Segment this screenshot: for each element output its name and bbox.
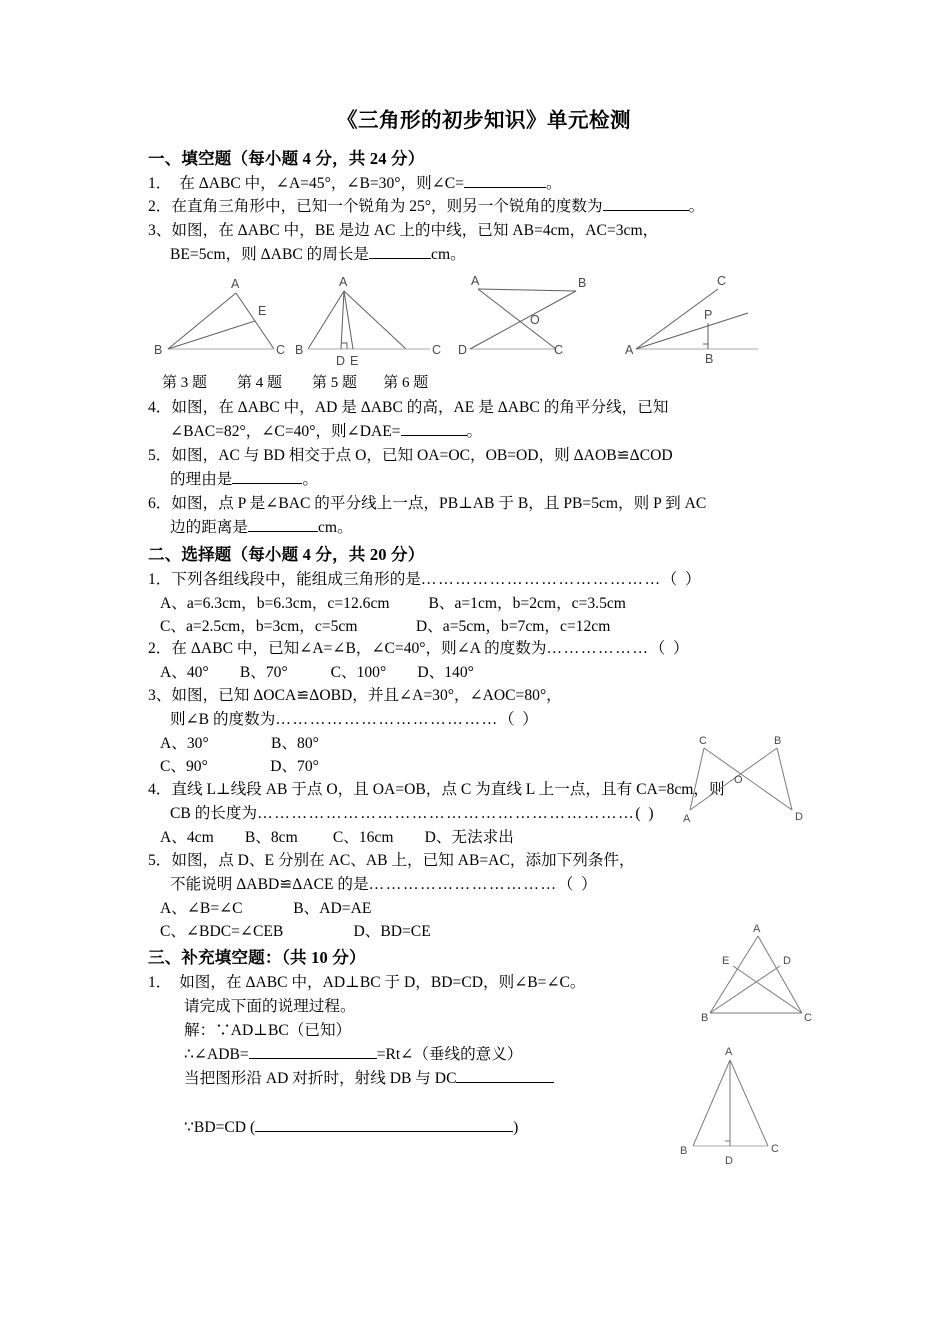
s3-q1-l4-before: ∴∠ADB=: [184, 1046, 249, 1064]
fig6-label-p: P: [704, 308, 713, 323]
s1-q6-num: 6．: [148, 494, 172, 512]
answer-blank[interactable]: [369, 258, 431, 259]
s1-question-3-line1: [148, 220, 820, 243]
s2-q3-options-line2[interactable]: C、90° D、70°: [160, 758, 319, 776]
caption-fig5: 第 5 题: [312, 375, 358, 392]
figure-4: [295, 275, 441, 368]
fig5-label-d: D: [458, 343, 468, 358]
s1-q5-num: 5．: [148, 447, 172, 465]
s1-question-2: [148, 196, 820, 219]
s2-question-5-line1: [148, 850, 820, 873]
s1-q6-text2: 边的距离是: [170, 518, 248, 536]
s1-question-1: [148, 173, 820, 196]
s1-q3-text: 如图，在 ΔABC 中，BE 是边 AC 上的中线，已知 AB=4cm，AC=3cm，: [171, 222, 659, 240]
s1-question-4-line1: [148, 397, 820, 420]
answer-blank[interactable]: [603, 210, 689, 211]
page-title: 《三角形的初步知识》单元检测: [337, 110, 631, 132]
figf1-label-a: A: [725, 1046, 733, 1058]
s2-q4-options-line1[interactable]: A、4cm B、8cm C、16cm D、无法求出: [160, 828, 514, 846]
s2-q2-text: 在 ΔABC 中，已知∠A=∠B，∠C=40°，则∠A 的度数为: [171, 640, 547, 658]
figure-3: [154, 277, 285, 357]
s2-q4-text: 直线 L⊥线段 AB 于点 O，且 OA=OB，点 C 为直线 L 上一点，且有 CA=8cm，则: [171, 781, 725, 798]
s2-q5-num: 5．: [148, 851, 172, 869]
section-3-heading: 三、补充填空题：（共 10 分）: [148, 948, 366, 968]
s1-q4-num: 4．: [148, 399, 172, 417]
s3-question-1-line2: 请完成下面的说理过程。: [184, 998, 356, 1016]
answer-blank[interactable]: [249, 1058, 377, 1059]
s2-q1-options-line2[interactable]: C、a=2.5cm，b=3cm，c=5cm D、a=5cm，b=7cm，c=12cm: [160, 617, 611, 635]
s2-q3-options-line1[interactable]: A、30° B、80°: [160, 735, 319, 753]
fig5-label-o: O: [530, 313, 540, 328]
s1-question-5-line1: [148, 445, 820, 468]
figures-svg: [148, 271, 820, 371]
s1-q3-text2: BE=5cm，则 ΔABC 的周长是: [170, 246, 370, 264]
figc5-label-a: A: [753, 923, 761, 935]
figure-captions: [148, 373, 820, 394]
fig5-label-a: A: [471, 274, 480, 289]
s1-q3-tail: cm。: [431, 246, 466, 264]
figure-row-3456: [148, 271, 820, 371]
s1-q3-num: 3、: [148, 222, 172, 240]
s3-q1-l6-after: ): [513, 1118, 519, 1136]
s2-q5-options-line1[interactable]: A、∠B=∠C B、AD=AE: [160, 899, 372, 917]
s2-q1-text: 下列各组线段中，能组成三角形的是: [171, 570, 421, 588]
answer-blank[interactable]: [248, 531, 318, 532]
s2-q1-paren[interactable]: （ ）: [661, 570, 701, 588]
figc5-label-e: E: [722, 955, 730, 967]
leader-dots: ………………: [546, 640, 650, 658]
s2-question-1-stem: [148, 569, 820, 592]
s1-q5-tail: 。: [302, 471, 318, 489]
s1-question-6-line1: [148, 493, 820, 516]
caption-fig6: 第 6 题: [383, 375, 429, 392]
figure-choice-5: [700, 918, 830, 1028]
s3-question-1-line3: 解：∵AD⊥BC（已知）: [184, 1022, 352, 1040]
s1-question-5-line2: [148, 469, 820, 492]
figf1-label-c: C: [771, 1143, 779, 1155]
s2-q5-paren[interactable]: （ ）: [557, 875, 597, 893]
s1-q6-text: 如图，点 P 是∠BAC 的平分线上一点，PB⊥AB 于 B，且 PB=5cm，则 P 到 AC: [171, 494, 707, 512]
s2-question-2-stem: [148, 638, 820, 661]
s1-q2-text: 在直角三角形中，已知一个锐角为 25°，则另一个锐角的度数为: [171, 198, 603, 216]
answer-blank[interactable]: [255, 1131, 513, 1132]
answer-blank[interactable]: [456, 1082, 554, 1083]
fig4-label-e: E: [350, 354, 359, 369]
s3-q1-l6-before: ∵BD=CD (: [184, 1118, 256, 1136]
s3-q1-l4-after: =Rt∠（垂线的意义）: [376, 1046, 523, 1064]
s2-q3-text: 如图，已知 ΔOCA≌ΔOBD，并且∠A=30°，∠AOC=80°，: [171, 687, 562, 705]
fig4-label-b: B: [295, 343, 304, 358]
s3-q1-l5-before: 当把图形沿 AD 对折时，射线 DB 与 DC: [184, 1070, 457, 1088]
s2-q3-text2: 则∠B 的度数为: [170, 711, 276, 729]
s2-q5-options-line2[interactable]: C、∠BDC=∠CEB D、BD=CE: [160, 922, 431, 940]
s1-q1-tail: 。: [545, 174, 562, 192]
figure-6: [625, 274, 758, 366]
s2-q3-num: 3、: [148, 687, 172, 705]
s2-question-3-line2: [148, 709, 820, 732]
s2-q2-paren[interactable]: （ ）: [649, 640, 689, 658]
figure-5: [458, 274, 586, 357]
s2-question-3-line1: [148, 685, 820, 708]
s1-q4-text2: ∠BAC=82°，∠C=40°，则∠DAE=: [170, 423, 401, 441]
s2-q4-paren[interactable]: ( ): [635, 804, 654, 822]
leader-dots: …………………………………………………………: [257, 804, 636, 822]
s2-q2-options-line1[interactable]: A、40° B、70° C、100° D、140°: [160, 664, 474, 682]
leader-dots: …………………………………: [275, 711, 499, 729]
s1-q4-text: 如图，在 ΔABC 中，AD 是 ΔABC 的高，AE 是 ΔABC 的角平分线，已知: [171, 399, 669, 417]
s1-q4-tail: 。: [466, 423, 483, 441]
s1-q2-num: 2．: [148, 198, 172, 216]
fig5-label-c: C: [554, 343, 564, 358]
figc5-label-d: D: [783, 955, 791, 967]
fig6-label-a: A: [625, 343, 634, 358]
fig3-label-c: C: [276, 343, 286, 358]
answer-blank[interactable]: [232, 483, 302, 484]
s1-question-4-line2: [148, 421, 820, 444]
s2-q3-paren[interactable]: （ ）: [498, 711, 538, 729]
caption-fig3: 第 3 题: [162, 375, 208, 392]
fig4-label-a: A: [339, 275, 348, 290]
s1-q5-text: 如图，AC 与 BD 相交于点 O，已知 OA=OC，OB=OD，则 ΔAOB≌ΔCOD: [171, 447, 673, 465]
section-1-heading: 一、填空题（每小题 4 分，共 24 分）: [148, 148, 425, 168]
figure-fill-1: [668, 1038, 828, 1173]
s2-q1-options-line1[interactable]: A、a=6.3cm，b=6.3cm，c=12.6cm B、a=1cm，b=2cm，c=3.5cm: [160, 594, 626, 612]
figc5-label-b: B: [701, 1012, 709, 1024]
fig3-label-a: A: [231, 277, 240, 292]
s1-q1-text: 在 ΔABC 中，∠A=45°，∠B=30°，则∠C=: [179, 174, 464, 192]
fig5-label-b: B: [578, 276, 587, 291]
figf1-label-b: B: [680, 1145, 688, 1157]
fig6-label-b: B: [705, 352, 714, 367]
figc3-label-o: O: [734, 774, 743, 786]
leader-dots: ……………………………: [368, 875, 558, 893]
s3-q1-text: 如图，在 ΔABC 中，AD⊥BC 于 D，BD=CD，则∠B=∠C。: [179, 974, 586, 992]
fig3-label-e: E: [258, 304, 267, 319]
figc3-label-d: D: [795, 811, 803, 823]
s2-q2-num: 2．: [148, 640, 172, 658]
s2-q5-text: 如图，点 D、E 分别在 AC、AB 上，已知 AB=AC，添加下列条件，: [171, 851, 635, 869]
answer-blank[interactable]: [401, 435, 467, 436]
fig4-label-c: C: [432, 343, 442, 358]
s2-question-5-line2: [148, 874, 820, 897]
s2-q4-text2: CB 的长度为: [170, 804, 258, 822]
s2-q4-num: 4．: [148, 781, 172, 798]
leader-dots: ……………………………………: [420, 570, 662, 588]
s1-question-6-line2: [148, 517, 820, 540]
s1-q2-tail: 。: [688, 198, 705, 216]
fig4-label-d: D: [336, 354, 346, 369]
fig3-label-b: B: [154, 343, 163, 358]
figc5-label-c: C: [804, 1012, 812, 1024]
figc3-label-a: A: [683, 813, 691, 825]
answer-blank[interactable]: [464, 187, 546, 188]
figc3-label-c: C: [699, 735, 707, 747]
figc3-label-b: B: [774, 735, 782, 747]
s1-question-3-line2: [148, 244, 820, 267]
fig6-label-c: C: [717, 274, 727, 289]
s1-q1-num: 1．: [148, 174, 164, 192]
figure-choice-3: [682, 730, 832, 835]
s1-q6-tail: cm。: [317, 518, 353, 536]
s3-q1-num: 1．: [148, 974, 164, 992]
caption-fig4: 第 4 题: [237, 375, 283, 392]
s2-q5-text2: 不能说明 ΔABD≌ΔACE 的是: [170, 875, 369, 893]
s2-q1-num: 1．: [148, 570, 172, 588]
figf1-label-d: D: [725, 1155, 733, 1167]
section-2-heading: 二、选择题（每小题 4 分，共 20 分）: [148, 544, 425, 564]
s1-q5-text2: 的理由是: [170, 471, 233, 489]
